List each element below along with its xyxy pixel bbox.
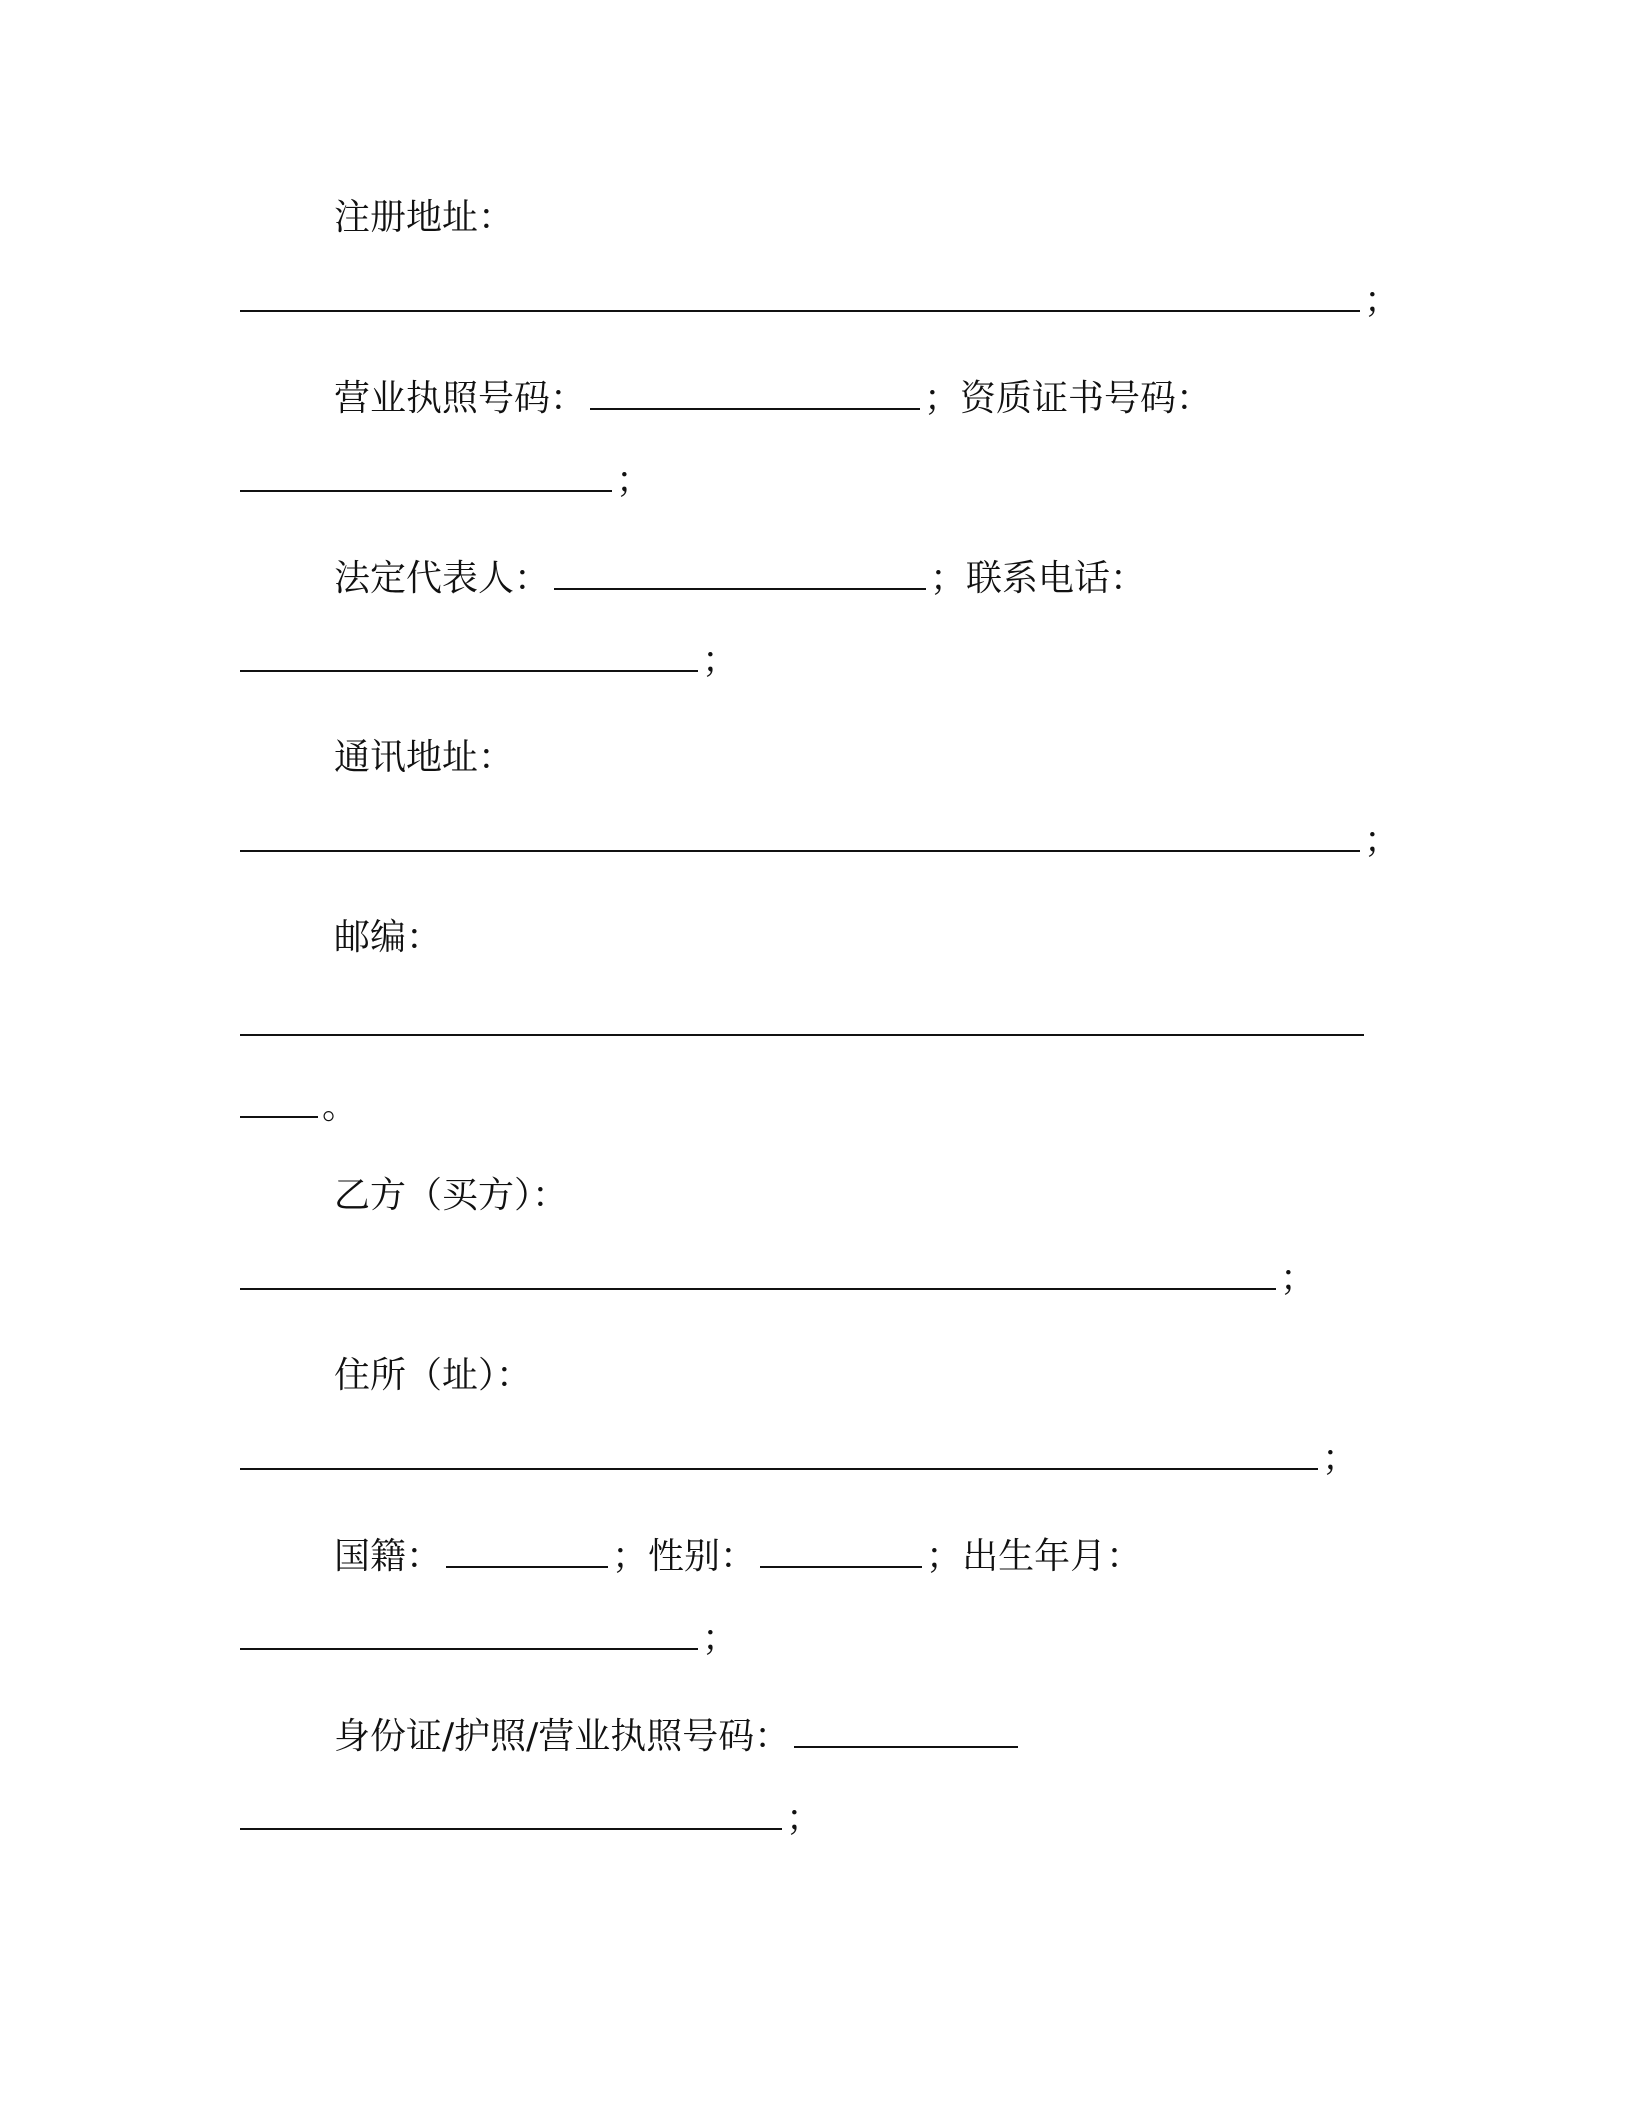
label-text: 注册地址： xyxy=(334,197,515,238)
residence-blank-line xyxy=(240,1434,1358,1483)
legal-rep-field[interactable] xyxy=(554,554,926,590)
postcode-field[interactable] xyxy=(240,1000,1364,1036)
registered-address-label xyxy=(334,194,514,242)
legal-rep-line xyxy=(334,554,1146,603)
postcode-label: 邮编： xyxy=(334,917,443,958)
mail-address-blank-line xyxy=(240,816,1400,865)
semicolon: ； xyxy=(786,1798,823,1839)
gender-label: 性别： xyxy=(648,1536,757,1577)
party-b-blank-line xyxy=(240,1254,1316,1303)
id-number-blank-line xyxy=(240,1794,822,1843)
party-b-label: 乙方（买方）： xyxy=(334,1175,569,1216)
party-b-label-line xyxy=(334,1172,568,1220)
postcode-blank-line-2 xyxy=(240,1082,358,1131)
birth-blank-line xyxy=(240,1614,738,1663)
postcode-blank-line-1 xyxy=(240,1000,1368,1049)
semicolon: ； xyxy=(1322,1438,1359,1479)
mail-address-field[interactable] xyxy=(240,816,1360,852)
phone-blank-line xyxy=(240,636,738,685)
qualification-number-field[interactable] xyxy=(240,456,612,492)
residence-field[interactable] xyxy=(240,1434,1318,1470)
mail-address-label: 通讯地址： xyxy=(334,737,515,778)
period: 。 xyxy=(322,1086,359,1127)
semicolon: ； xyxy=(1280,1258,1317,1299)
id-label: 身份证/护照/营业执照号码： xyxy=(334,1716,791,1757)
id-number-line xyxy=(334,1712,1022,1761)
semicolon: ； xyxy=(1364,820,1401,861)
registered-address-blank-line xyxy=(240,276,1400,325)
mail-address-label-line xyxy=(334,734,514,782)
license-number-field[interactable] xyxy=(590,374,920,410)
nationality-field[interactable] xyxy=(446,1532,608,1568)
birth-field[interactable] xyxy=(240,1614,698,1650)
personal-info-line xyxy=(334,1532,1142,1581)
semicolon: ； xyxy=(1364,280,1401,321)
residence-label: 住所（址）： xyxy=(334,1355,533,1396)
license-line xyxy=(334,374,1212,423)
license-label: 营业执照号码： xyxy=(334,378,587,419)
registered-address-field[interactable] xyxy=(240,276,1360,312)
phone-label: 联系电话： xyxy=(966,558,1147,599)
semicolon: ； xyxy=(924,378,961,419)
semicolon: ； xyxy=(612,1536,649,1577)
qualification-blank-line xyxy=(240,456,652,505)
postcode-field-continued[interactable] xyxy=(240,1082,318,1118)
qualification-label: 资质证书号码： xyxy=(960,378,1213,419)
semicolon: ； xyxy=(702,640,739,681)
id-number-field[interactable] xyxy=(794,1712,1018,1748)
semicolon: ； xyxy=(926,1536,963,1577)
birth-label: 出生年月： xyxy=(962,1536,1143,1577)
residence-label-line xyxy=(334,1352,532,1400)
legal-rep-label: 法定代表人： xyxy=(334,558,551,599)
semicolon: ； xyxy=(930,558,967,599)
id-number-field-continued[interactable] xyxy=(240,1794,782,1830)
postcode-label-line xyxy=(334,914,442,962)
gender-field[interactable] xyxy=(760,1532,922,1568)
semicolon: ； xyxy=(702,1618,739,1659)
nationality-label: 国籍： xyxy=(334,1536,443,1577)
semicolon: ； xyxy=(616,460,653,501)
party-b-field[interactable] xyxy=(240,1254,1276,1290)
phone-field[interactable] xyxy=(240,636,698,672)
